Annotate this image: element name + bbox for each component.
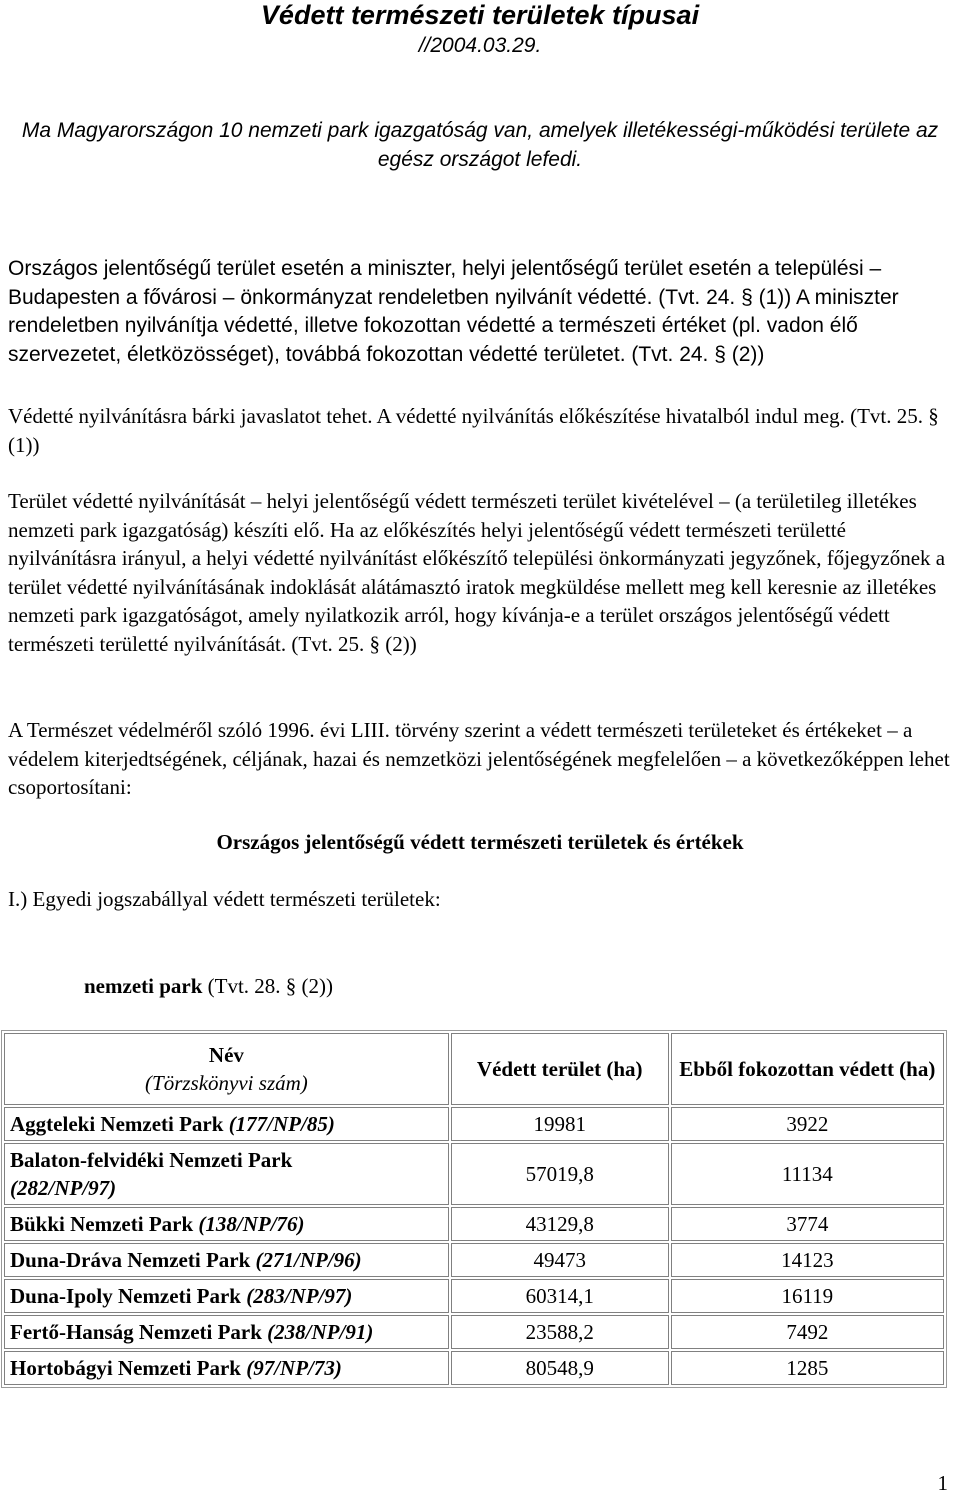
table-row [4,1315,944,1349]
park-name: Balaton-felvidéki Nemzeti Park [10,1148,293,1172]
park-registry-number: (271/NP/96) [255,1248,362,1272]
park-registry-number: (282/NP/97) [10,1176,117,1200]
strictly-protected-cell: 3922 [671,1107,944,1141]
strictly-protected-cell: 16119 [671,1279,944,1313]
paragraph-classification: A Természet védelméről szóló 1996. évi LIII. törvény szerint a védett természeti területeket és értékeket – a védelem kiterjedtségének, céljának, hazai és nemzetközi jelentőségének megfelelően – a következőképpen lehet csoportosítani: [8,718,950,799]
category-label [84,972,333,1000]
section-heading: Országos jelentőségű védett természeti területek és értékek [216,830,744,854]
park-registry-number: (138/NP/76) [198,1212,305,1236]
paragraph-preparation: Terület védetté nyilvánítását – helyi jelentőségű védett természeti terület kivételével – (a területileg illetékes nemzeti park igazgatóság) készíti elő. Ha az előkészítés helyi jelentőségű védett természeti területté nyilvánításra irányul, a helyi védetté nyilvánítást előkészítő települési önkormányzati jegyzőnek, főjegyzőnek a terület védetté nyilvánításának indoklását alátámasztó iratok megküldése mellett meg kell keresnie az illetékes nemzeti park igazgatóságot, amely nyilatkozik arról, hogy kívánja-e a terület országos jelentőségű védett természeti területté nyilvánítását. (Tvt. 25. § (2)) [8,489,946,656]
park-name: Duna-Dráva Nemzeti Park [10,1248,251,1272]
strictly-protected-cell: 3774 [671,1207,944,1241]
page-number: 1 [937,1471,948,1495]
park-name: Aggteleki Nemzeti Park [10,1112,224,1136]
park-name-cell [4,1351,449,1385]
header-name: Név (Törzskönyvi szám) [4,1033,449,1105]
park-name-cell [4,1143,449,1205]
strictly-protected-cell: 1285 [671,1351,944,1385]
strictly-protected-cell: 7492 [671,1315,944,1349]
strictly-protected-cell: 14123 [671,1243,944,1277]
paragraph-proposal: Védetté nyilvánításra bárki javaslatot tehet. A védetté nyilvánítás előkészítése hivatalból indul meg. (Tvt. 25. § (1)) [8,404,939,457]
protected-area-cell: 23588,2 [451,1315,669,1349]
park-name-cell [4,1315,449,1349]
page-title: Védett természeti területek típusai [260,0,700,30]
park-name-cell [4,1207,449,1241]
park-name-cell [4,1107,449,1141]
header-name-sub: (Törzskönyvi szám) [145,1071,308,1095]
date: //2004.03.29. [418,34,542,57]
table-row [4,1351,944,1385]
header-strict: Ebből fokozottan védett (ha) [671,1033,944,1105]
park-name: Hortobágyi Nemzeti Park [10,1356,241,1380]
protected-area-cell: 49473 [451,1243,669,1277]
park-registry-number: (238/NP/91) [267,1320,374,1344]
table-header-row [4,1033,944,1105]
table-row [4,1279,944,1313]
protected-area-cell: 80548,9 [451,1351,669,1385]
paragraph-declaration: Országos jelentőségű terület esetén a miniszter, helyi jelentőségű terület esetén a települési – Budapesten a fővárosi – önkormányzat rendeletben nyilvánít védetté. (Tvt. 24. § (1)) A miniszter rendeletben nyilvánítja védetté, illetve fokozottan védetté a természeti értéket (pl. vadon élő szervezetet, életközösséget), továbbá fokozottan védetté területet. (Tvt. 24. § (2)) [8,257,899,366]
park-name: Duna-Ipoly Nemzeti Park [10,1284,241,1308]
intro-paragraph: Ma Magyarországon 10 nemzeti park igazgatóság van, amelyek illetékességi-működési területe az egész országot lefedi. [21,119,939,171]
park-registry-number: (97/NP/73) [246,1356,342,1380]
national-parks-table [1,1030,947,1388]
park-name-cell [4,1243,449,1277]
park-name: Bükki Nemzeti Park [10,1212,194,1236]
protected-area-cell: 43129,8 [451,1207,669,1241]
table-row [4,1207,944,1241]
category-reference: (Tvt. 28. § (2)) [202,974,334,998]
protected-area-cell: 60314,1 [451,1279,669,1313]
protected-area-cell: 19981 [451,1107,669,1141]
table-row [4,1243,944,1277]
table-row [4,1107,944,1141]
park-registry-number: (177/NP/85) [228,1112,335,1136]
park-name: Fertő-Hanság Nemzeti Park [10,1320,262,1344]
subsection-title: I.) Egyedi jogszabállyal védett természeti területek: [8,887,441,911]
protected-area-cell: 57019,8 [451,1143,669,1205]
strictly-protected-cell: 11134 [671,1143,944,1205]
header-area: Védett terület (ha) [451,1033,669,1105]
park-registry-number: (283/NP/97) [246,1284,353,1308]
category-name: nemzeti park [84,974,203,998]
park-name-cell [4,1279,449,1313]
table-row [4,1143,944,1205]
table-body [4,1107,944,1385]
